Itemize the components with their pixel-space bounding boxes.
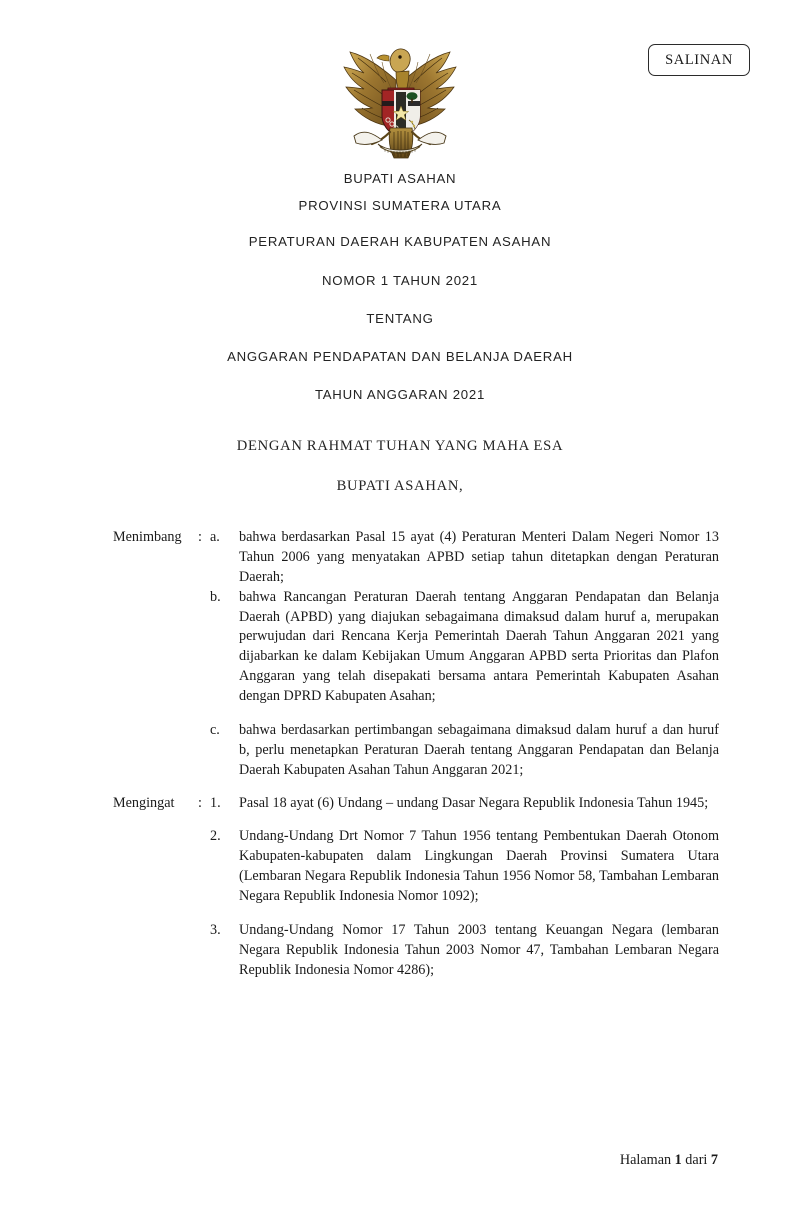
footer-total-pages: 7 <box>710 1152 718 1168</box>
mengingat-items <box>210 794 719 981</box>
clause-menimbang <box>113 528 719 781</box>
item-text: Undang-Undang Nomor 17 Tahun 2003 tentang Keuangan Negara (lembaran Negara Republik Indonesia Tahun 2003 Nomor 47, Tambahan Lembaran Negara Republik Indonesia Nomor 4286); <box>239 921 719 978</box>
list-item <box>210 794 719 814</box>
title-provinsi: PROVINSI SUMATERA UTARA <box>298 198 502 214</box>
menimbang-items <box>210 528 719 781</box>
mengingat-label: Mengingat <box>113 794 175 811</box>
title-dengan-rahmat: DENGAN RAHMAT TUHAN YANG MAHA ESA <box>236 438 564 455</box>
title-subject: ANGGARAN PENDAPATAN DAN BELANJA DAERAH <box>227 349 573 365</box>
footer-prefix: Halaman <box>619 1152 672 1168</box>
item-marker: 3. <box>210 921 221 938</box>
list-item <box>210 721 719 781</box>
salinan-label: SALINAN <box>665 51 733 68</box>
list-item <box>210 588 719 707</box>
menimbang-label: Menimbang <box>113 529 182 545</box>
item-text: Undang-Undang Drt Nomor 7 Tahun 1956 tentang Pembentukan Daerah Otonom Kabupaten-kabupaten dalam Lingkungan Daerah Provinsi Sumatera Utara (Lembaran Negara Republik Indonesia Tahun 1956 Nomor 58, Tambahan Lembaran Negara Republik Indonesia Nomor 1092); <box>239 828 719 904</box>
list-item <box>210 921 719 981</box>
footer-middle: dari <box>685 1152 708 1168</box>
title-bupati-asahan-signatory: BUPATI ASAHAN, <box>336 478 464 495</box>
mengingat-colon: : <box>198 794 202 811</box>
item-text: Pasal 18 ayat (6) Undang – undang Dasar Negara Republik Indonesia Tahun 1945; <box>239 794 709 811</box>
item-marker: 1. <box>210 794 221 811</box>
item-marker: c. <box>210 721 220 738</box>
title-tentang: TENTANG <box>366 310 434 326</box>
item-text: bahwa berdasarkan Pasal 15 ayat (4) Peraturan Menteri Dalam Negeri Nomor 13 Tahun 2006 yang menyatakan APBD setiap tahun ditetapkan dengan Peraturan Daerah; <box>239 529 719 585</box>
title-peraturan-daerah: PERATURAN DAERAH KABUPATEN ASAHAN <box>248 234 552 250</box>
item-marker: a. <box>210 529 220 545</box>
page-footer <box>0 1152 800 1169</box>
list-item <box>210 827 719 907</box>
menimbang-colon: : <box>198 529 202 545</box>
clause-mengingat <box>113 794 719 981</box>
considerans-body <box>113 528 719 981</box>
item-marker: b. <box>210 588 221 605</box>
item-text: bahwa Rancangan Peraturan Daerah tentang Anggaran Pendapatan dan Belanja Daerah (APBD) yang diajukan sebagaimana dimaksud dalam huruf a, merupakan perwujudan dari Rencana Kerja Pemerintah Daerah Tahun Anggaran 2021 yang dijabarkan ke dalam Kebijakan Umum Anggaran APBD serta Prioritas dan Plafon Anggaran yang telah disepakati bersama antara Pemerintah Kabupaten Asahan dengan DPRD Kabupaten Asahan; <box>239 588 719 704</box>
garuda-pancasila-icon <box>0 28 800 170</box>
item-text: bahwa berdasarkan pertimbangan sebagaimana dimaksud dalam huruf a dan huruf b, perlu menetapkan Peraturan Daerah tentang Anggaran Pendapatan dan Belanja Daerah Kabupaten Asahan Tahun Anggaran 2021; <box>239 721 719 778</box>
title-nomor-tahun: NOMOR 1 TAHUN 2021 <box>322 272 478 288</box>
list-item <box>210 528 719 588</box>
title-tahun-anggaran: TAHUN ANGGARAN 2021 <box>314 387 486 403</box>
document-title-block <box>0 172 800 494</box>
footer-page-number: 1 <box>674 1152 682 1168</box>
title-bupati-asahan: BUPATI ASAHAN <box>343 171 457 186</box>
item-marker: 2. <box>210 828 221 845</box>
